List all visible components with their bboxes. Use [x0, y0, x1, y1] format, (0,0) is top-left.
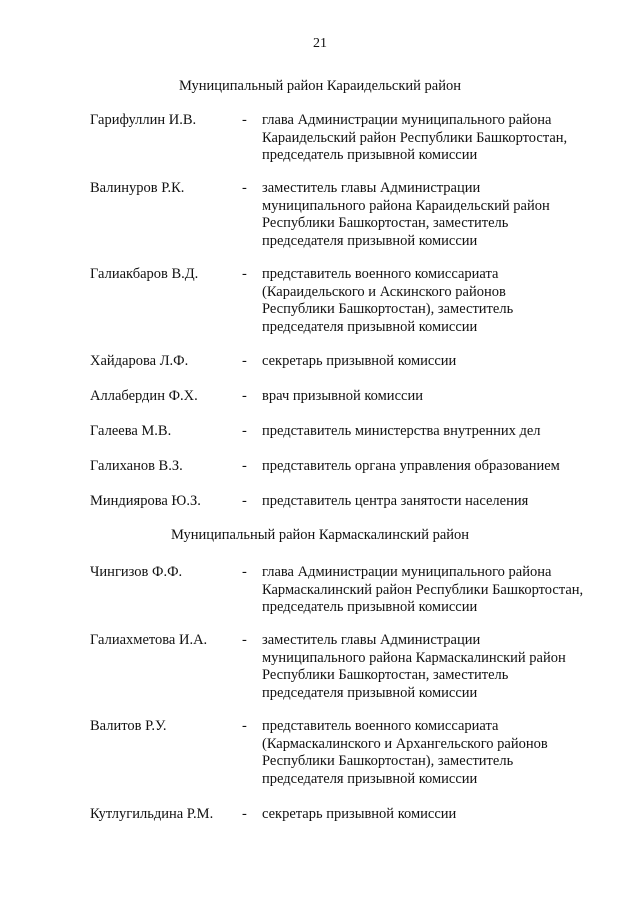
member-role: представитель военного комиссариата (Кармаскалинского и Архангельского районов Республики Башкортостан), заместитель председателя призывной комиссии	[262, 718, 548, 787]
separator-dash: -	[242, 423, 247, 439]
member-name: Аллабердин Ф.Х.	[90, 388, 198, 404]
separator-dash: -	[242, 632, 247, 648]
member-name: Галиахметова И.А.	[90, 632, 208, 648]
member-name: Чингизов Ф.Ф.	[90, 564, 183, 580]
member-role: заместитель главы Администрации муниципального района Кармаскалинский район Республики Башкортостан, заместитель председателя призывной комиссии	[262, 632, 566, 701]
separator-dash: -	[242, 112, 247, 128]
separator-dash: -	[242, 353, 247, 369]
member-name: Галеева М.В.	[90, 423, 172, 439]
page-number: 21	[313, 36, 327, 51]
separator-dash: -	[242, 180, 247, 196]
section-title-karmaskaly: Муниципальный район Кармаскалинский район	[170, 527, 470, 543]
member-name: Миндиярова Ю.З.	[90, 493, 201, 509]
separator-dash: -	[242, 718, 247, 734]
member-role: секретарь призывной комиссии	[262, 806, 457, 822]
member-role: представитель органа управления образованием	[262, 458, 560, 474]
separator-dash: -	[242, 564, 247, 580]
separator-dash: -	[242, 388, 247, 404]
member-role: представитель центра занятости населения	[262, 493, 529, 509]
separator-dash: -	[242, 458, 247, 474]
member-role: заместитель главы Администрации муниципального района Караидельский район Республики Башкортостан, заместитель председателя призывной комиссии	[262, 180, 550, 249]
member-role: представитель военного комиссариата (Караидельского и Аскинского районов Республики Башкортостан), заместитель председателя призывной комиссии	[262, 266, 514, 335]
member-name: Галиханов В.З.	[90, 458, 183, 474]
member-role: глава Администрации муниципального района Караидельский район Республики Башкортостан, председатель призывной комиссии	[262, 112, 568, 163]
member-name: Гарифуллин И.В.	[90, 112, 197, 128]
separator-dash: -	[242, 266, 247, 282]
section-title-karaidel: Муниципальный район Караидельский район	[178, 78, 462, 94]
member-role: секретарь призывной комиссии	[262, 353, 457, 369]
member-name: Валитов Р.У.	[90, 718, 167, 734]
member-name: Валинуров Р.К.	[90, 180, 185, 196]
member-role: глава Администрации муниципального района Кармаскалинский район Республики Башкортостан, председатель призывной комиссии	[262, 564, 584, 615]
separator-dash: -	[242, 493, 247, 509]
member-role: представитель министерства внутренних дел	[262, 423, 541, 439]
member-name: Кутлугильдина Р.М.	[90, 806, 214, 822]
separator-dash: -	[242, 806, 247, 822]
member-role: врач призывной комиссии	[262, 388, 423, 404]
member-name: Галиакбаров В.Д.	[90, 266, 199, 282]
member-name: Хайдарова Л.Ф.	[90, 353, 189, 369]
